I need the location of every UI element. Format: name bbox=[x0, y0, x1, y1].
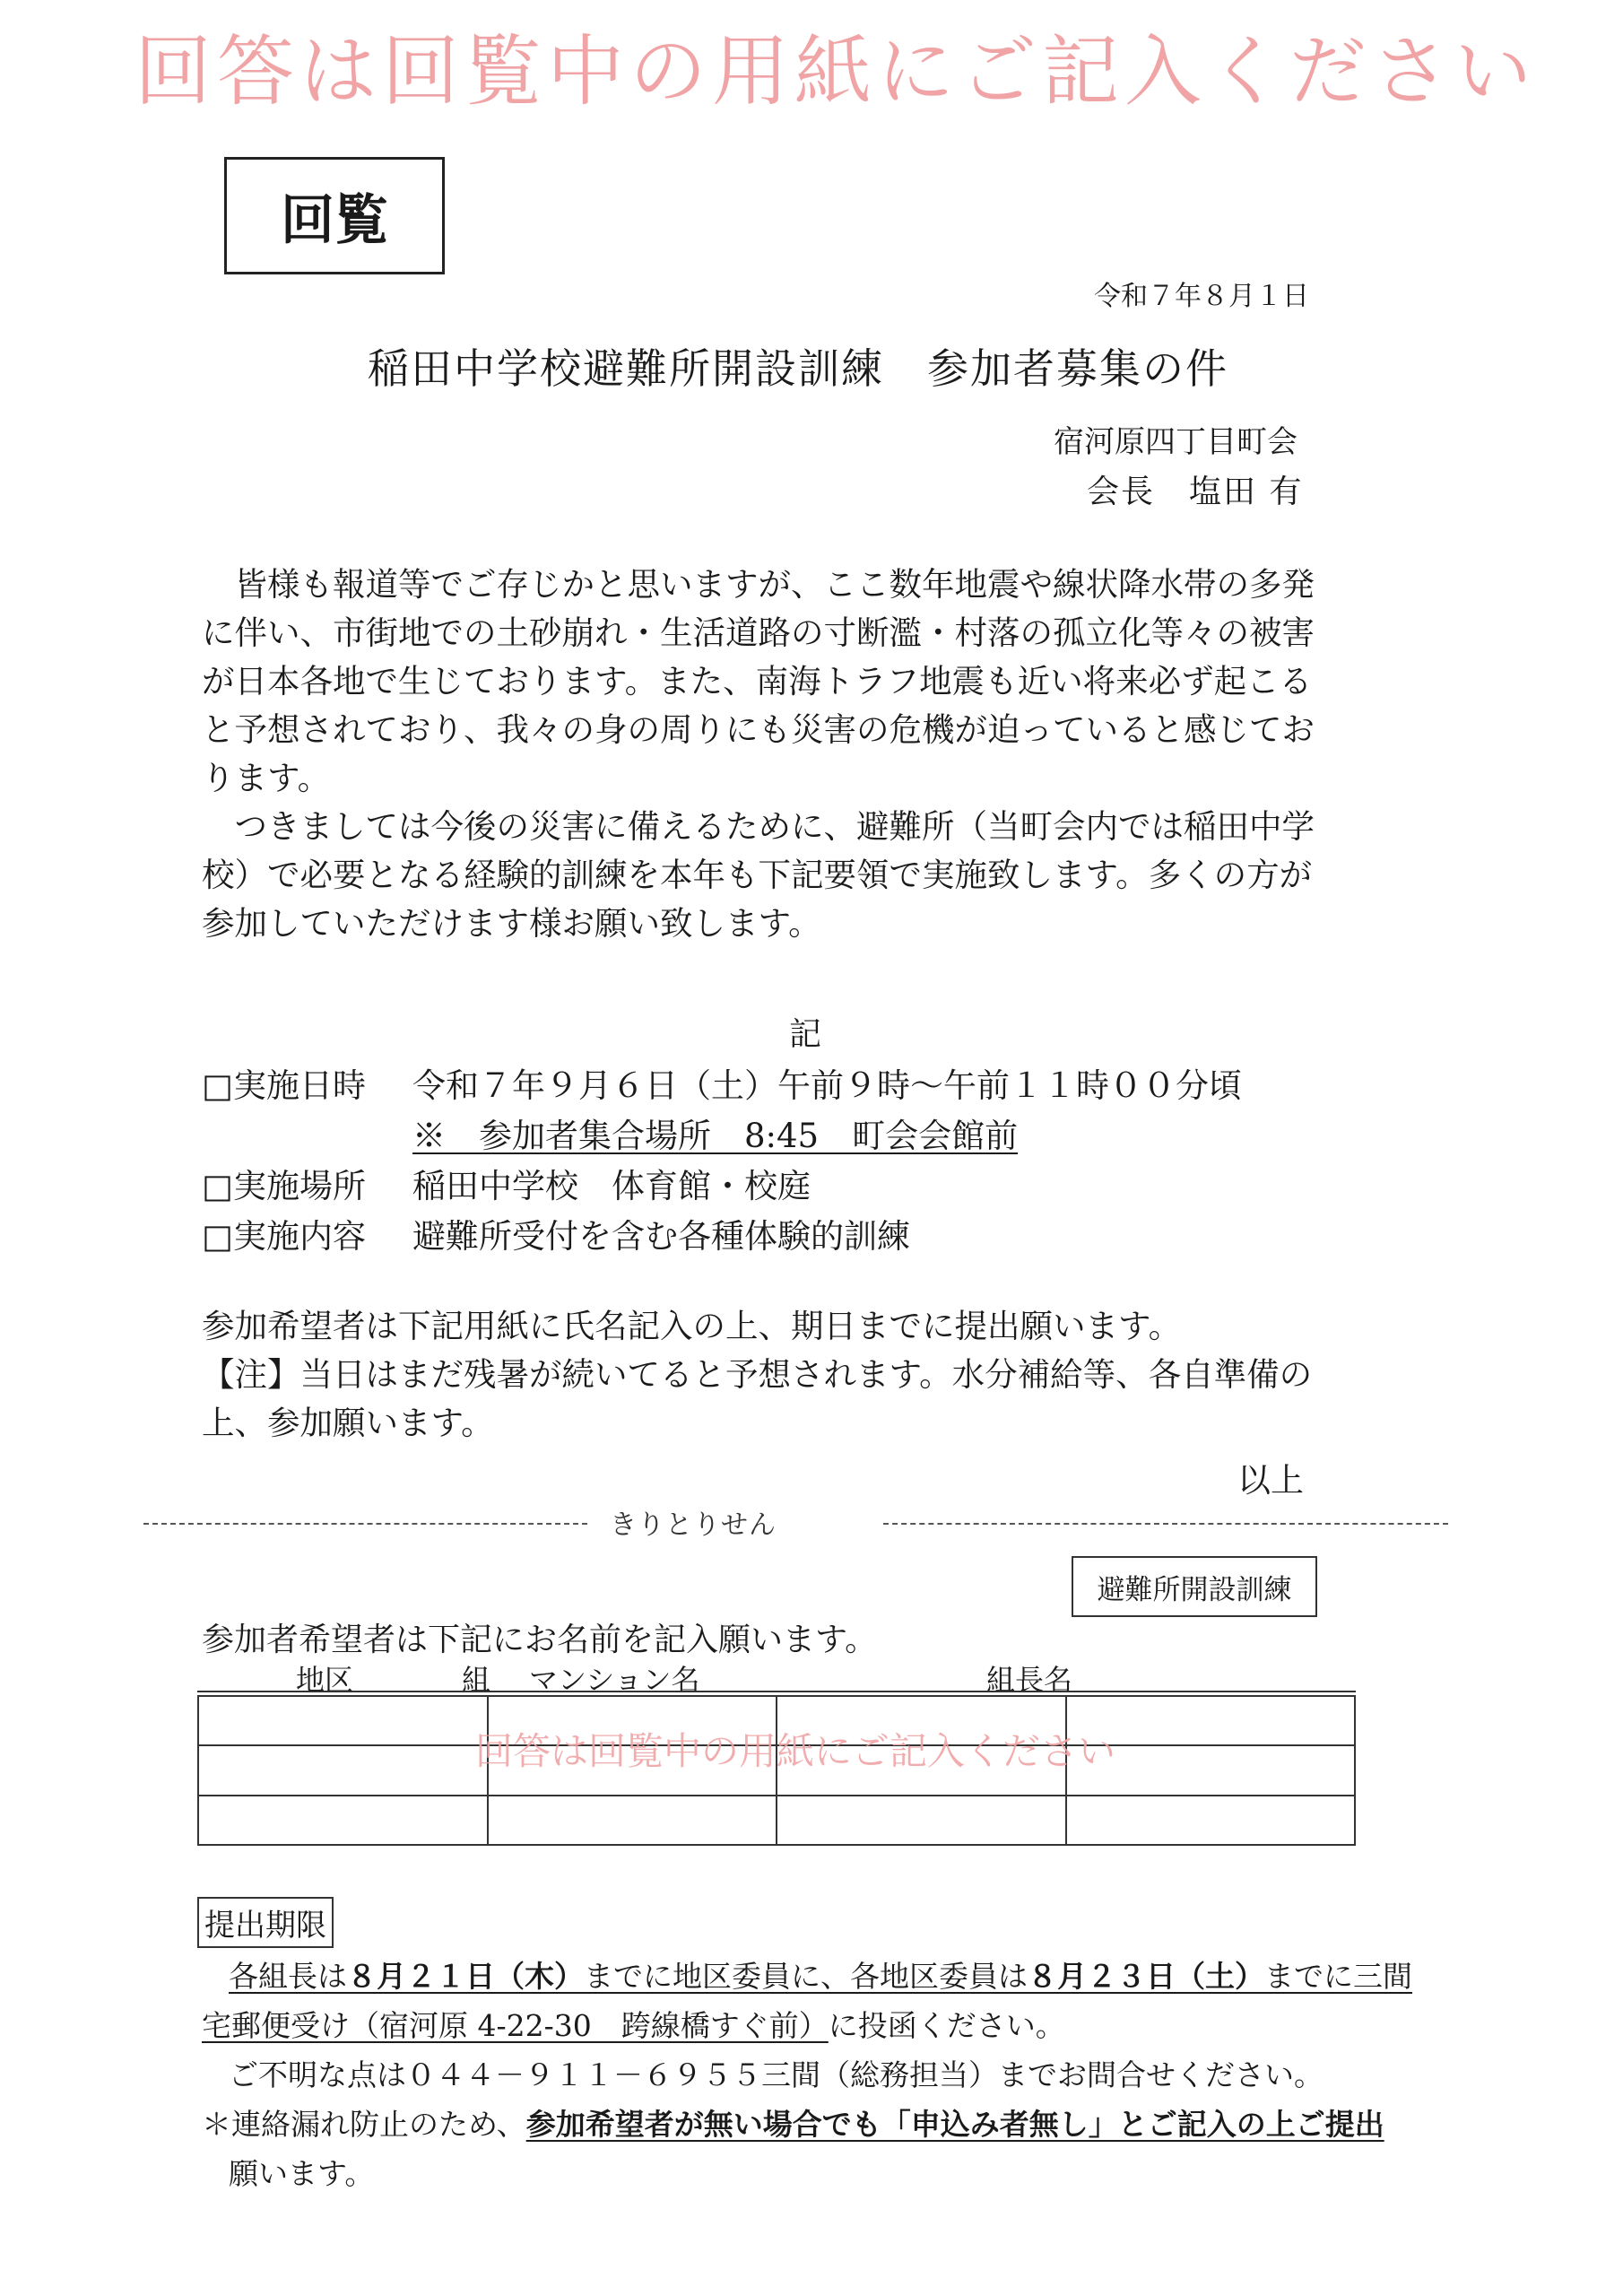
kairan-label: 回覧 bbox=[281, 188, 388, 252]
kairan-label-box bbox=[224, 157, 445, 274]
leader-deadline-date: ８月２１日（木） bbox=[347, 1959, 584, 1994]
gathering-note: ※ 参加者集合場所 8:45 町会会館前 bbox=[412, 1117, 1019, 1155]
note-text: ＊連絡漏れ防止のため、 bbox=[202, 2107, 526, 2142]
committee-deadline-date: ８月２３日（土） bbox=[1028, 1959, 1264, 1994]
no-applicant-note: 参加希望者が無い場合でも「申込み者無し」とご記入の上ご提出 bbox=[525, 2107, 1384, 2142]
table-cell[interactable] bbox=[1066, 1796, 1356, 1845]
deadline-text: までに三間 bbox=[1264, 1959, 1412, 1994]
header-rule bbox=[197, 1691, 1356, 1692]
note-line-1 bbox=[202, 2101, 1384, 2144]
deadline-text: までに地区委員に、各地区委員は bbox=[584, 1959, 1028, 1994]
place-label: □実施場所 bbox=[202, 1167, 366, 1205]
deadline-line-1 bbox=[229, 1953, 1412, 1996]
body-line: つきましては今後の災害に備えるために、避難所（当町会内では稲田中学 bbox=[202, 807, 1315, 846]
issue-date: 令和７年８月１日 bbox=[1094, 281, 1309, 312]
deadline-label: 提出期限 bbox=[197, 1897, 334, 1948]
note-line: 【注】当日はまだ残暑が続いてると予想されます。水分補給等、各自準備の bbox=[202, 1355, 1313, 1394]
table-cell[interactable] bbox=[198, 1696, 488, 1745]
deadline-text: に投函ください。 bbox=[828, 2008, 1065, 2043]
recall-answer-banner: 回答は回覧中の用紙にご記入ください bbox=[135, 27, 1537, 117]
form-answer-stamp: 回答は回覧中の用紙にご記入ください bbox=[475, 1729, 1116, 1773]
header-mansion: マンション名 bbox=[529, 1663, 700, 1697]
body-line: 皆様も報道等でご存じかと思いますが、ここ数年地震や線状降水帯の多発 bbox=[202, 565, 1315, 604]
table-cell[interactable] bbox=[777, 1796, 1066, 1845]
mailbox-address: 宅郵便受け（宿河原 4-22-30 跨線橋すぐ前） bbox=[202, 2008, 829, 2043]
closing-ijou: 以上 bbox=[1237, 1461, 1304, 1500]
notes-text bbox=[202, 1302, 1312, 1448]
body-line: に伴い、市街地での土砂崩れ・生活道路の寸断濫・村落の孤立化等々の被害 bbox=[202, 613, 1315, 652]
note-line: 参加希望者は下記用紙に氏名記入の上、期日までに提出願います。 bbox=[202, 1307, 1182, 1345]
deadline-line-2 bbox=[202, 2003, 1065, 2045]
note-line-2: 願います。 bbox=[229, 2156, 375, 2191]
date-value: 令和７年９月６日（土）午前９時～午前１１時００分頃 bbox=[412, 1066, 1242, 1105]
contact-line: ご不明な点は０４４－９１１－６９５５三間（総務担当）までお問合せください。 bbox=[229, 2057, 1324, 2092]
notice-title: 稲田中学校避難所開設訓練 参加者募集の件 bbox=[368, 344, 1228, 393]
header-group: 組 bbox=[462, 1663, 491, 1697]
body-text bbox=[202, 561, 1315, 948]
deadline-text: 各組長は bbox=[229, 1959, 347, 1994]
cut-line-right bbox=[883, 1523, 1448, 1525]
organization-name: 宿河原四丁目町会 bbox=[1054, 424, 1298, 460]
note-line: 上、参加願います。 bbox=[202, 1404, 494, 1442]
header-leader: 組長名 bbox=[986, 1663, 1073, 1697]
cut-line-left bbox=[143, 1523, 587, 1525]
content-label: □実施内容 bbox=[202, 1217, 366, 1256]
chairperson-name: 会長 塩田 有 bbox=[1087, 474, 1304, 510]
body-line: ります。 bbox=[202, 759, 331, 797]
body-line: 校）で必要となる経験的訓練を本年も下記要領で実施致します。多くの方が bbox=[202, 856, 1313, 894]
table-cell[interactable] bbox=[198, 1745, 488, 1795]
body-line: が日本各地で生じております。また、南海トラフ地震も近い将来必ず起こる bbox=[202, 662, 1313, 700]
table-cell[interactable] bbox=[488, 1796, 777, 1845]
form-intro: 参加者希望者は下記にお名前を記入願います。 bbox=[202, 1622, 878, 1658]
table-row bbox=[198, 1796, 1355, 1845]
date-label: □実施日時 bbox=[202, 1066, 366, 1105]
ki-heading: 記 bbox=[789, 1016, 822, 1053]
place-value: 稲田中学校 体育館・校庭 bbox=[412, 1167, 811, 1205]
training-tag: 避難所開設訓練 bbox=[1072, 1556, 1317, 1617]
table-cell[interactable] bbox=[198, 1796, 488, 1845]
header-district: 地区 bbox=[296, 1663, 354, 1697]
body-line: と予想されており、我々の身の周りにも災害の危機が迫っていると感じてお bbox=[202, 710, 1315, 749]
body-line: 参加していただけます様お願い致します。 bbox=[202, 904, 821, 943]
cut-line-label: きりとりせん bbox=[610, 1509, 777, 1541]
content-value: 避難所受付を含む各種体験的訓練 bbox=[412, 1217, 910, 1256]
